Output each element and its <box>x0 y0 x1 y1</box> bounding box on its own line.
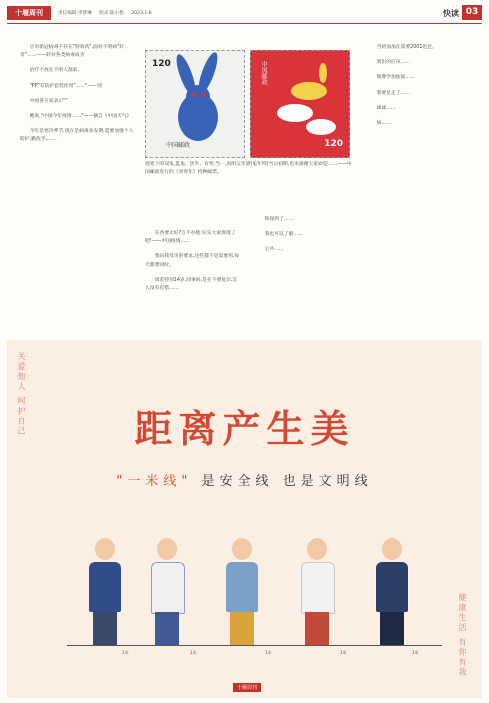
person-figure <box>85 538 125 648</box>
paragraph: 我们的应该…… <box>376 60 411 66</box>
stamp-pair <box>145 50 353 158</box>
stamp-caption: 他笔下的双兔,蓝兔、热乎、有奖:当一,表明父亲谱(兔年特)当日初期,也来感谢大家欢迎……——中国邮政发行的《癸卯年》特种邮票。 <box>145 162 352 176</box>
legs <box>155 612 179 646</box>
body <box>376 562 408 612</box>
body <box>151 562 185 614</box>
social-distancing-poster <box>7 340 482 698</box>
stamp-country: 中国邮政 <box>166 142 191 149</box>
paragraph: 应对新冠病毒不存在"特效药",面对不明病"好奇"……——转对各类病毒成为 <box>20 45 125 59</box>
poster-side-text-right: 健康生活 有你有我 <box>458 593 467 678</box>
distance-label: 1米 <box>412 650 419 655</box>
blue-rabbit-stamp <box>145 50 245 158</box>
stamp-country: 中国邮政 <box>260 61 267 85</box>
legs <box>230 612 254 646</box>
paragraph: 公共…… <box>264 247 284 253</box>
legs <box>380 612 404 646</box>
body <box>301 562 335 614</box>
person-figure <box>147 538 187 648</box>
paragraph: 和探到了…… <box>264 217 294 222</box>
legs <box>305 612 329 646</box>
poster-side-text-left: 关爱他人 呵护自己 <box>17 352 26 437</box>
paragraph: 图像学加加加…… <box>376 75 415 81</box>
column-1 <box>20 44 135 152</box>
paragraph: 球球…… <box>376 105 396 111</box>
column-2 <box>145 230 240 300</box>
poster-slogan <box>7 470 482 489</box>
page-number: 03 <box>462 5 482 20</box>
body <box>89 562 121 612</box>
head <box>95 538 115 560</box>
section-title: 快读 <box>443 9 459 18</box>
paragraph: 我问我母亲的要求,这些都不是需要用,每天都要同时。 <box>145 254 240 268</box>
paragraph: 东西要太好?万不办使:实实大家体现了吧!——中国疫情…… <box>145 231 236 245</box>
paragraph: "PP"有防护套装作用"……"——别 <box>29 83 102 89</box>
ground-line <box>67 645 442 646</box>
head <box>307 538 327 560</box>
stamp-value: 120 <box>152 59 171 69</box>
paragraph: 当初加加在需要2001也还。 <box>376 45 437 50</box>
issue-date: 2023.1.6 <box>131 11 152 16</box>
red-rabbit-stamp <box>250 50 350 158</box>
head <box>382 538 402 560</box>
person-figure <box>222 538 262 648</box>
editor-credit: 责任编辑:李梦琳 <box>58 11 92 16</box>
column-3 <box>255 216 355 262</box>
paragraph: 她说,"中国今年疫情……"——摘自《中国天气》 <box>29 114 132 120</box>
paragraph: 我要是走了…… <box>376 90 411 96</box>
body <box>226 562 258 612</box>
designer-credit: 版式:陈小艳 <box>99 11 124 16</box>
slogan-rest: 是安全线 也是文明线 <box>201 474 373 489</box>
distance-label: 1米 <box>190 650 197 655</box>
edit-info <box>58 10 158 16</box>
poster-title: 距离产生美 <box>134 406 355 451</box>
stamp-value: 120 <box>324 139 343 149</box>
head <box>157 538 177 560</box>
masthead: 十堰周刊 <box>7 6 51 20</box>
page-header <box>0 0 489 26</box>
paragraph: 治疗不放在不明人群前。 <box>29 68 83 74</box>
header-rule <box>7 23 482 24</box>
person-figure <box>297 538 337 648</box>
paragraph: 中国各专家表示"" <box>29 98 68 104</box>
paragraph: 今年是寒冷季节,现在是病毒多发期,需要加强个人防护,勤洗手,…… <box>20 129 134 143</box>
distance-label: 1米 <box>265 650 272 655</box>
footer-masthead: 十堰周刊 <box>233 683 261 692</box>
paragraph: 周者特别14岁,同事妈,是在不要复岸,怎么没有有错…… <box>145 277 238 292</box>
legs <box>93 612 117 646</box>
paragraph: 病…… <box>376 121 391 127</box>
distance-label: 1米 <box>340 650 347 655</box>
person-figure <box>372 538 412 648</box>
head <box>232 538 252 560</box>
column-4 <box>367 44 477 135</box>
paragraph: 我也可以了解…… <box>264 232 303 238</box>
distance-label: 1米 <box>122 650 129 655</box>
blue-rabbit-illustration <box>146 51 244 157</box>
slogan-quote: "一米线" <box>116 474 193 489</box>
